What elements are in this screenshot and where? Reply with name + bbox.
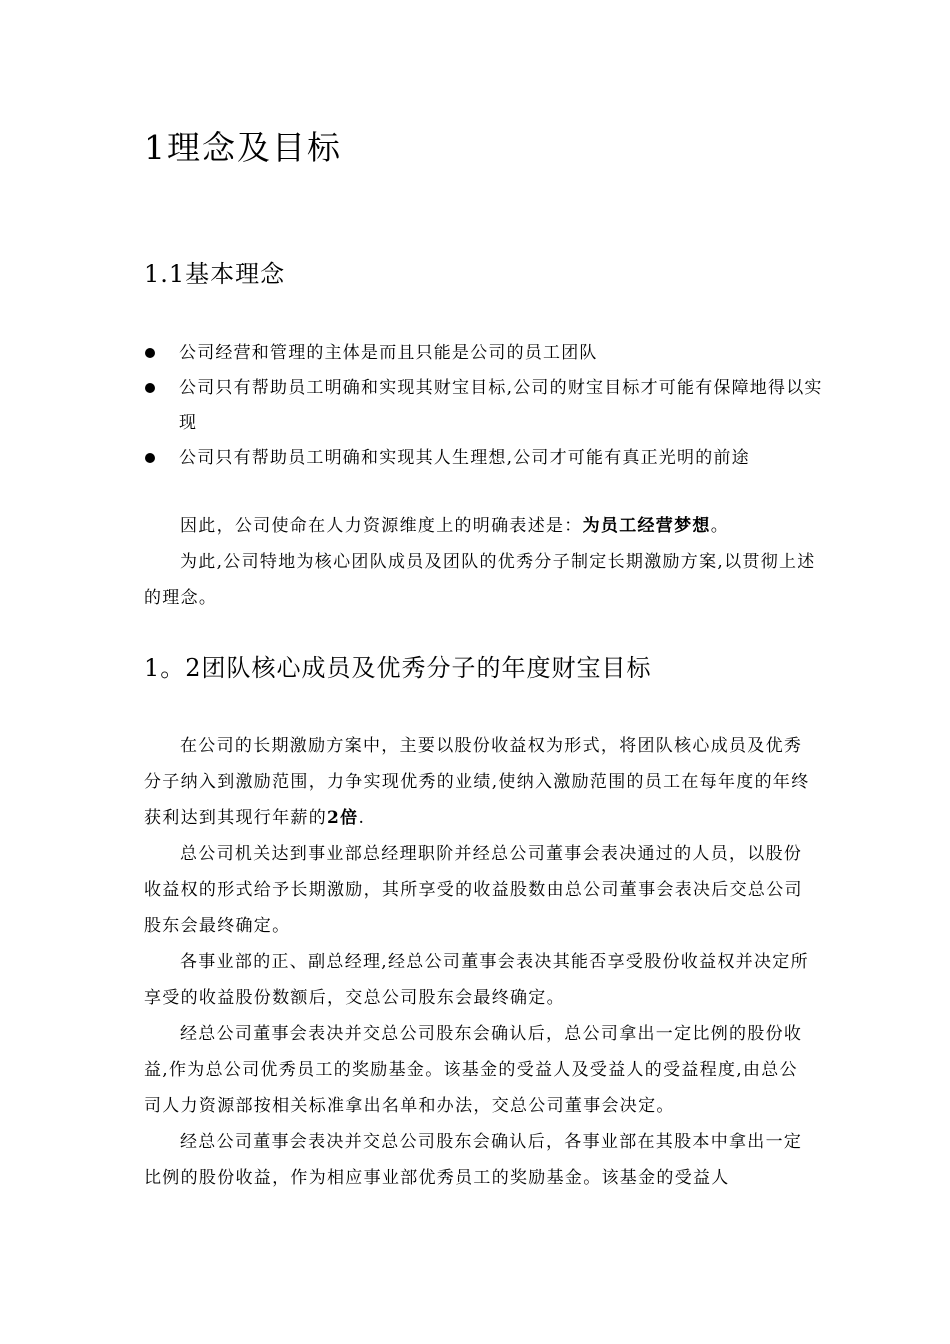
bullet-text: 公司经营和管理的主体是而且只能是公司的员工团队 — [179, 343, 598, 363]
section-heading-basic-concept: 1.1基本理念 — [144, 260, 286, 288]
bullet-text: 公司只有帮助员工明确和实现其人生理想,公司才可能有真正光明的前途 — [179, 448, 750, 468]
mission-emphasis: 为员工经营梦想 — [582, 516, 711, 536]
chapter-heading: 1理念及目标 — [144, 128, 342, 167]
paragraph: 总公司机关达到事业部总经理职阶并经总公司董事会表决通过的人员，以股份收益权的形式给予长期激励，其所享受的收益股数由总公司董事会表决后交总公司股东会最终确定。 — [144, 844, 803, 936]
bullet-text: 公司只有帮助员工明确和实现其财宝目标,公司的财宝目标才可能有保障地得以实现 — [179, 378, 823, 433]
bullet-dot-icon — [145, 348, 155, 358]
bullet-item — [144, 441, 824, 476]
paragraph: 经总公司董事会表决并交总公司股东会确认后，各事业部在其股本中拿出一定比例的股份收益，作为相应事业部优秀员工的奖励基金。该基金的受益人 — [144, 1132, 803, 1188]
paragraph: 各事业部的正、副总经理,经总公司董事会表决其能否享受股份收益权并决定所享受的收益股份数额后，交总公司股东会最终确定。 — [144, 952, 809, 1008]
section-heading-wealth-goal: 1。2团队核心成员及优秀分子的年度财宝目标 — [144, 654, 652, 682]
concept-paragraphs — [144, 508, 816, 616]
concept-bullet-list — [144, 336, 824, 476]
target-multiple: 2倍 — [327, 808, 359, 828]
bullet-item — [144, 371, 824, 441]
paragraph: 在公司的长期激励方案中，主要以股份收益权为形式，将团队核心成员及优秀分子纳入到激励范围，力争实现优秀的业绩,使纳入激励范围的员工在每年度的年终获利达到其现行年薪的2倍. — [144, 736, 810, 828]
bullet-dot-icon — [145, 383, 155, 393]
mission-statement: 因此，公司使命在人力资源维度上的明确表述是：为员工经营梦想。 — [180, 516, 730, 536]
paragraph: 为此,公司特地为核心团队成员及团队的优秀分子制定长期激励方案,以贯彻上述的理念。 — [144, 552, 816, 608]
bullet-item — [144, 336, 824, 371]
goal-paragraphs — [144, 728, 816, 1196]
paragraph: 经总公司董事会表决并交总公司股东会确认后，总公司拿出一定比例的股份收益,作为总公司优秀员工的奖励基金。该基金的受益人及受益人的受益程度,由总公司人力资源部按相关标准拿出名单和办法，交总公司董事会决定。 — [144, 1024, 803, 1116]
bullet-dot-icon — [145, 453, 155, 463]
